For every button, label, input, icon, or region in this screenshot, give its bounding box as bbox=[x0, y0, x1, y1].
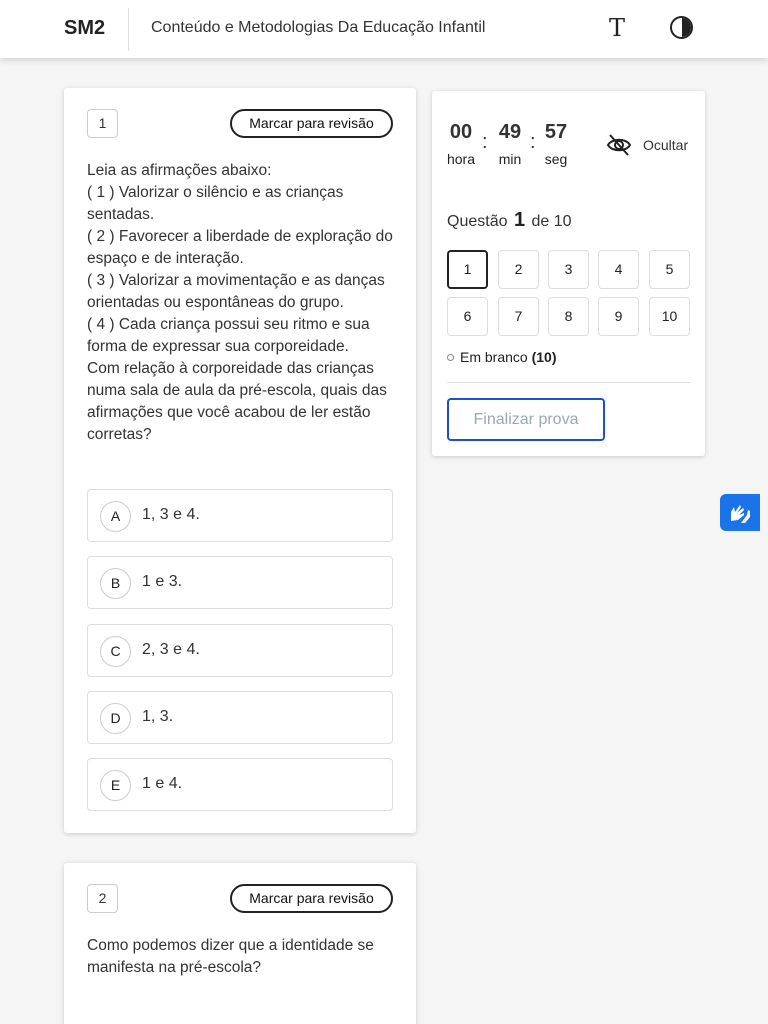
nav-question-9[interactable]: 9 bbox=[598, 297, 639, 336]
option-text: 1 e 4. bbox=[142, 775, 183, 792]
finish-exam-button[interactable]: Finalizar prova bbox=[447, 398, 605, 441]
question-number: 2 bbox=[87, 884, 118, 913]
option-letter: B bbox=[100, 568, 131, 599]
timer-separator: : bbox=[482, 131, 488, 153]
question-text-line: Leia as afirmações abaixo: bbox=[87, 162, 272, 179]
question-navigator bbox=[432, 91, 705, 456]
option-letter: A bbox=[100, 501, 131, 532]
blank-count-value: (10) bbox=[531, 349, 557, 365]
text-size-icon[interactable]: T bbox=[608, 14, 625, 42]
question-counter bbox=[447, 209, 572, 232]
option-text: 1, 3. bbox=[142, 708, 174, 725]
question-number: 1 bbox=[87, 109, 118, 138]
option-c[interactable] bbox=[87, 624, 393, 677]
option-text: 1, 3 e 4. bbox=[142, 506, 200, 523]
nav-question-7[interactable]: 7 bbox=[498, 297, 539, 336]
option-a[interactable] bbox=[87, 489, 393, 542]
logo: SM2 bbox=[64, 17, 106, 39]
option-letter: E bbox=[100, 770, 131, 801]
mark-for-review-button[interactable]: Marcar para revisão bbox=[230, 884, 393, 913]
option-letter: D bbox=[100, 703, 131, 734]
question-text-line: ( 1 ) Valorizar o silêncio e as crianças sentadas. bbox=[87, 184, 344, 223]
question-text-line: ( 2 ) Favorecer a liberdade de exploração do espaço e de interação. bbox=[87, 228, 393, 267]
timer-hours: 00 bbox=[449, 121, 473, 143]
nav-question-8[interactable]: 8 bbox=[548, 297, 589, 336]
option-text: 1 e 3. bbox=[142, 573, 183, 590]
nav-question-3[interactable]: 3 bbox=[548, 250, 589, 289]
question-text-line: ( 4 ) Cada criança possui seu ritmo e sua forma de expressar sua corporeidade. bbox=[87, 316, 370, 355]
eye-off-icon bbox=[606, 133, 632, 157]
vlibras-button[interactable] bbox=[720, 494, 760, 531]
question-text-line: ( 3 ) Valorizar a movimentação e as danças orientadas ou espontâneas do grupo. bbox=[87, 272, 385, 311]
option-text: 2, 3 e 4. bbox=[142, 641, 200, 658]
option-e[interactable] bbox=[87, 758, 393, 811]
divider bbox=[447, 382, 690, 383]
question-card-1 bbox=[64, 88, 416, 833]
sign-language-hands-icon bbox=[727, 501, 753, 525]
nav-question-2[interactable]: 2 bbox=[498, 250, 539, 289]
option-d[interactable] bbox=[87, 691, 393, 744]
question-counter-prefix: Questão bbox=[447, 213, 508, 230]
top-bar bbox=[0, 0, 768, 58]
question-text-line: Com relação à corporeidade das crianças numa sala de aula da pré-escola, quais das afirmações que você acabou de ler estão corretas? bbox=[87, 360, 387, 443]
nav-question-1[interactable]: 1 bbox=[447, 250, 488, 289]
timer-hours-label: hora bbox=[446, 151, 476, 167]
question-card-2 bbox=[64, 863, 416, 1024]
course-title: Conteúdo e Metodologias Da Educação Infantil bbox=[151, 19, 486, 36]
nav-question-5[interactable]: 5 bbox=[649, 250, 690, 289]
question-text bbox=[87, 160, 397, 446]
nav-question-6[interactable]: 6 bbox=[447, 297, 488, 336]
nav-question-4[interactable]: 4 bbox=[598, 250, 639, 289]
timer-seconds: 57 bbox=[544, 121, 568, 143]
timer-separator: : bbox=[530, 131, 536, 153]
hide-timer-button[interactable] bbox=[606, 131, 698, 161]
contrast-icon[interactable] bbox=[670, 16, 693, 39]
timer-minutes-label: min bbox=[498, 151, 522, 167]
nav-question-10[interactable]: 10 bbox=[649, 297, 690, 336]
header-divider bbox=[128, 8, 129, 51]
question-text: Como podemos dizer que a identidade se manifesta na pré-escola? bbox=[87, 937, 374, 976]
hide-timer-label: Ocultar bbox=[643, 137, 689, 153]
blank-count bbox=[447, 349, 557, 365]
mark-for-review-button[interactable]: Marcar para revisão bbox=[230, 109, 393, 138]
question-counter-suffix: de 10 bbox=[531, 213, 572, 230]
timer-seconds-label: seg bbox=[544, 151, 568, 167]
question-counter-current: 1 bbox=[513, 209, 526, 231]
option-letter: C bbox=[100, 636, 131, 667]
circle-icon bbox=[447, 354, 454, 361]
blank-label: Em branco bbox=[460, 349, 528, 365]
option-b[interactable] bbox=[87, 556, 393, 609]
timer-minutes: 49 bbox=[498, 121, 522, 143]
